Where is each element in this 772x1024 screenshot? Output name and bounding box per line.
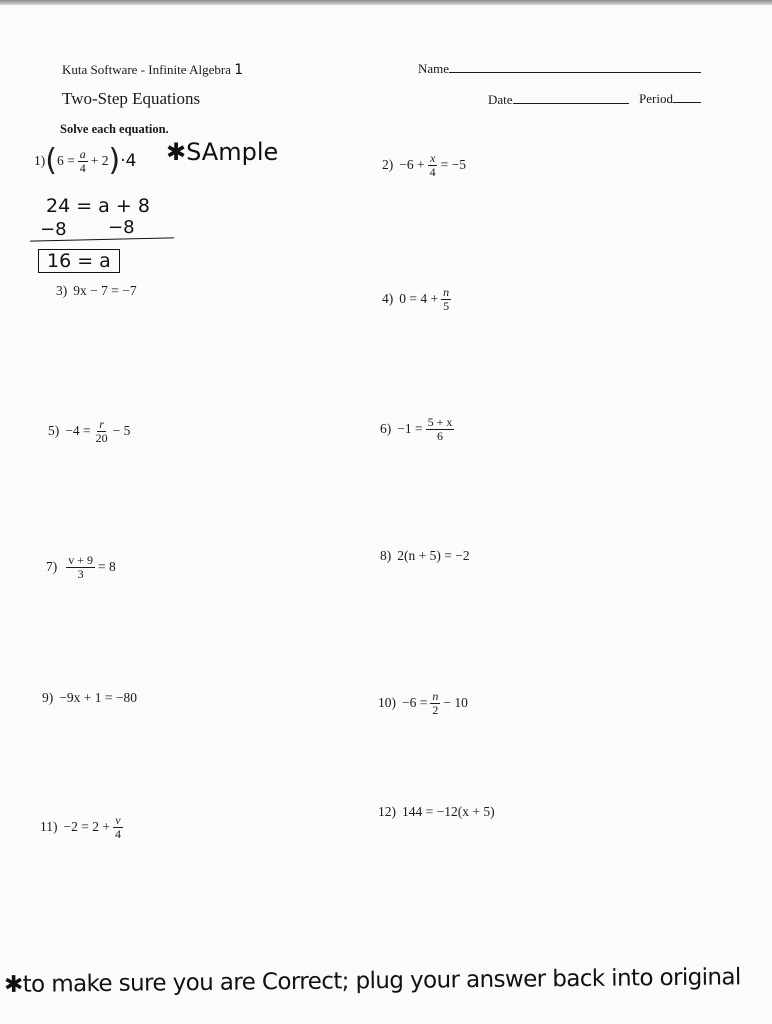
problem-4: [382, 286, 454, 312]
handwritten-close-paren: ): [108, 143, 121, 178]
problem-label: 1): [34, 153, 46, 168]
problem-11: [40, 814, 126, 840]
date-blank-line[interactable]: [513, 91, 629, 104]
instructions: Solve each equation.: [60, 122, 169, 136]
problem-label: 11): [40, 819, 58, 835]
equation-left: −2 = 2 +: [63, 819, 110, 835]
handwritten-open-paren: (: [45, 143, 57, 178]
fraction: $\frac{a}{4}$: [79, 146, 86, 175]
equation-text: 2(n + 5) = −2: [397, 548, 470, 563]
course-number-handwritten: 1: [234, 62, 244, 78]
problem-label: 2): [382, 157, 394, 173]
problem-7: [46, 554, 116, 580]
handwritten-subtract-left: −8: [40, 219, 67, 240]
name-blank-line[interactable]: [449, 60, 701, 73]
equation-left: 6 =: [56, 153, 75, 168]
worksheet-title: Two-Step Equations: [62, 89, 201, 108]
handwritten-boxed-answer: 16 = a: [38, 249, 120, 273]
scan-top-edge: [0, 0, 772, 5]
problem-1: [34, 143, 137, 178]
problem-5: [48, 418, 130, 444]
fraction: $\frac{5 + x}{6}$: [427, 415, 453, 443]
fraction: $\frac{v}{4}$: [114, 813, 121, 841]
problem-label: 12): [378, 804, 396, 819]
software-header: [62, 62, 243, 78]
handwritten-footer-note: ✱to make sure you are Correct; plug your answer back into original: [3, 964, 741, 998]
period-blank-line[interactable]: [673, 90, 701, 103]
problem-label: 8): [380, 548, 392, 563]
software-name: Kuta Software - Infinite Algebra: [62, 62, 231, 77]
fraction: $\frac{n}{2}$: [432, 689, 439, 717]
handwritten-subtract-right: −8: [108, 217, 135, 238]
problem-label: 7): [46, 559, 58, 575]
problem-label: 5): [48, 423, 60, 439]
problem-10: [378, 690, 468, 716]
handwritten-step-1: 24 = a + 8: [46, 195, 150, 217]
fraction: $\frac{r}{20}$: [95, 417, 108, 445]
problem-label: 4): [382, 291, 394, 307]
equation-left: 0 = 4 +: [399, 291, 439, 307]
equation-left: −6 =: [402, 695, 428, 711]
equation-right: − 10: [443, 695, 468, 711]
problem-6: [380, 416, 457, 442]
fraction: $\frac{v + 9}{3}$: [68, 553, 94, 581]
fraction: $\frac{x}{4}$: [429, 151, 436, 179]
problem-label: 10): [378, 695, 396, 711]
equation-left: −6 +: [399, 157, 425, 173]
date-label: Date: [488, 92, 513, 107]
equation-right: = −5: [440, 157, 466, 173]
equation-text: 144 = −12(x + 5): [402, 804, 495, 819]
equation-left: −4 =: [65, 423, 91, 439]
equation-text: −9x + 1 = −80: [59, 690, 137, 705]
equation-right: + 2: [90, 153, 109, 168]
date-field[interactable]: [488, 91, 629, 108]
period-label: Period: [639, 91, 673, 106]
handwritten-sample-note: ✱SAmple: [166, 138, 279, 166]
handwritten-multiplier: ·4: [120, 151, 137, 171]
period-field[interactable]: [639, 90, 701, 107]
problem-label: 9): [42, 690, 54, 705]
problem-label: 3): [56, 283, 68, 298]
equation-text: 9x − 7 = −7: [73, 283, 137, 298]
problem-2: [382, 152, 466, 178]
name-label: Name: [418, 61, 450, 76]
equation-right: = 8: [98, 559, 116, 575]
name-field[interactable]: [418, 60, 701, 77]
fraction: $\frac{n}{5}$: [443, 285, 450, 313]
problem-label: 6): [380, 421, 392, 437]
problem-3: [56, 283, 137, 299]
problem-12: [378, 804, 495, 820]
equation-left: −1 =: [397, 421, 423, 437]
equation-right: − 5: [112, 423, 131, 439]
problem-8: [380, 548, 470, 564]
problem-9: [42, 690, 137, 706]
